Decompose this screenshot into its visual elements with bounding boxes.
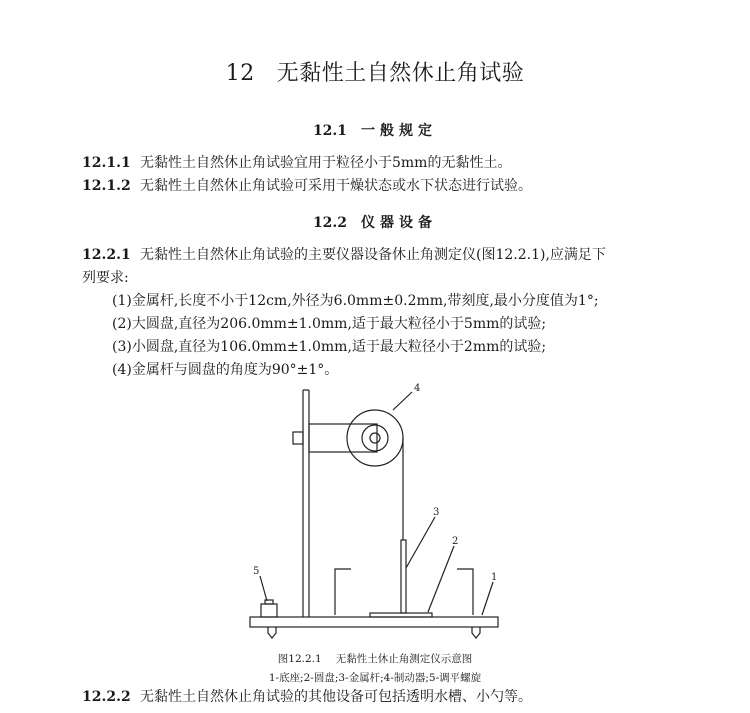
- clause-12-1-1: [82, 152, 682, 175]
- requirement-item: (2)大圆盘,直径为206.0mm±1.0mm,适于最大粒径小于5mm的试验;: [112, 316, 547, 332]
- clause-12-2-1: [82, 244, 682, 290]
- tank-wall-right: [457, 569, 473, 615]
- section-heading-12-1: [0, 120, 750, 140]
- section-title: 一般规定: [361, 123, 438, 139]
- leveling-screw: [261, 604, 277, 617]
- figure-caption: [0, 651, 750, 666]
- chapter-title-text: 无黏性土自然休止角试验: [276, 61, 525, 86]
- requirement-item: (4)金属杆与圆盘的角度为90°±1°。: [112, 362, 339, 378]
- base-plate: [250, 617, 498, 627]
- clause-text: 无黏性土自然休止角试验的其他设备可包括透明水槽、小勺等。: [140, 689, 532, 705]
- clause-text: 无黏性土自然休止角试验宜用于粒径小于5mm的无黏性土。: [140, 155, 512, 171]
- requirement-item: (1)金属杆,长度不小于12cm,外径为6.0mm±0.2mm,带刻度,最小分度值为1°;: [112, 293, 599, 309]
- clause-text-line2: 列要求:: [82, 270, 129, 286]
- brake-wheel: [347, 410, 403, 466]
- figure-number: 图12.2.1: [277, 653, 322, 665]
- callout-1: 1: [491, 572, 498, 583]
- section-number: 12.1: [312, 123, 348, 139]
- base-foot-right: [472, 627, 480, 638]
- section-heading-12-2: [0, 212, 750, 232]
- clause-text: 无黏性土自然休止角试验可采用干燥状态或水下状态进行试验。: [140, 178, 532, 194]
- angle-of-repose-apparatus-figure: [230, 380, 520, 648]
- callout-2: 2: [452, 536, 459, 547]
- clause-12-2-2: [82, 686, 682, 709]
- section-number: 12.2: [312, 215, 348, 231]
- callout-4: 4: [414, 383, 421, 394]
- callout-3: 3: [433, 507, 440, 518]
- section-title: 仪器设备: [361, 215, 438, 231]
- metal-rod: [401, 540, 406, 613]
- disc: [370, 613, 432, 617]
- clause-text-line1: 无黏性土自然休止角试验的主要仪器设备休止角测定仪(图12.2.1),应满足下: [140, 247, 606, 263]
- chapter-title: [0, 56, 750, 87]
- requirement-item: (3)小圆盘,直径为106.0mm±1.0mm,适于最大粒径小于2mm的试验;: [112, 339, 547, 355]
- clause-number: 12.1.1: [82, 155, 131, 171]
- clause-number: 12.2.2: [82, 689, 131, 705]
- callout-5: 5: [253, 566, 260, 577]
- base-foot-left: [268, 627, 276, 638]
- figure-caption-text: 无黏性土休止角测定仪示意图: [335, 653, 473, 665]
- chapter-number: 12: [225, 61, 255, 86]
- figure-legend: 1-底座;2-圆盘;3-金属杆;4-制动器;5-调平螺旋: [268, 672, 482, 684]
- stand-clamp: [293, 432, 303, 444]
- clause-number: 12.1.2: [82, 178, 131, 194]
- clause-12-1-2: [82, 175, 682, 198]
- clause-number: 12.2.1: [82, 247, 131, 263]
- tank-wall-left: [335, 569, 351, 615]
